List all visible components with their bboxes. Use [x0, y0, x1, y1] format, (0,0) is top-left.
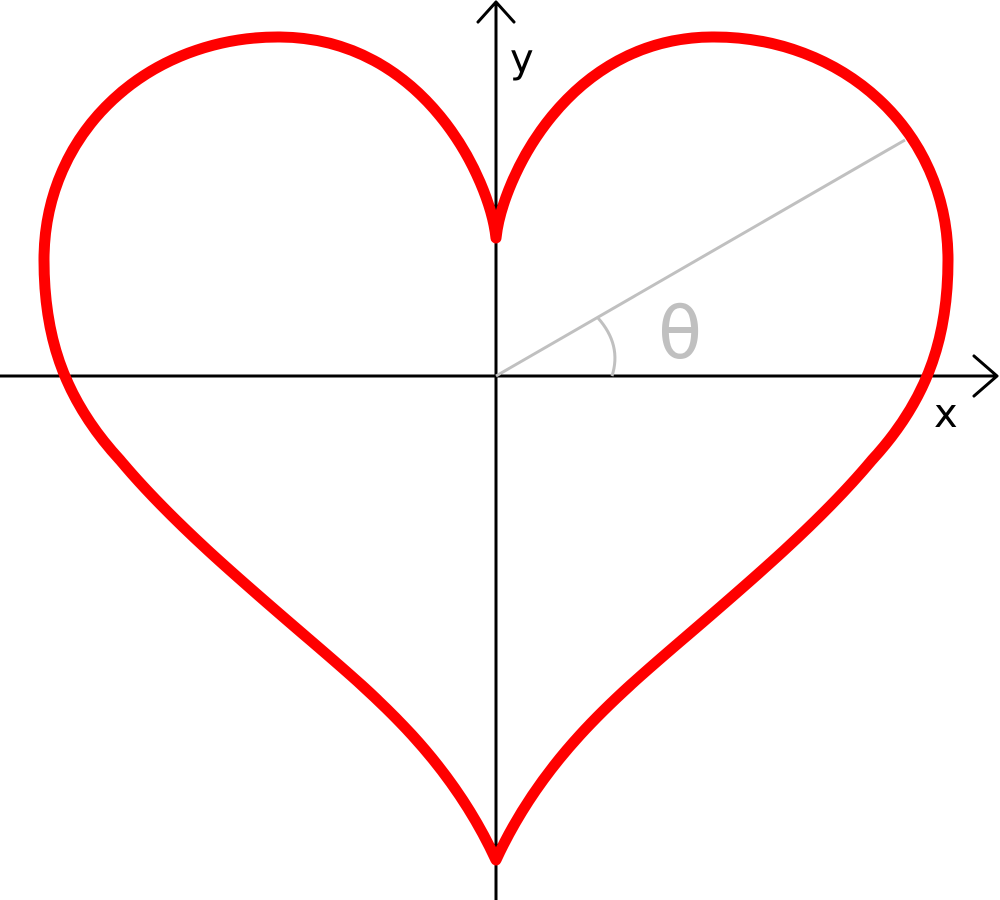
x-axis-label: x [934, 391, 958, 437]
angle-arc [598, 318, 615, 376]
angle-theta-label: θ [658, 291, 703, 375]
y-axis-label: y [510, 36, 534, 82]
